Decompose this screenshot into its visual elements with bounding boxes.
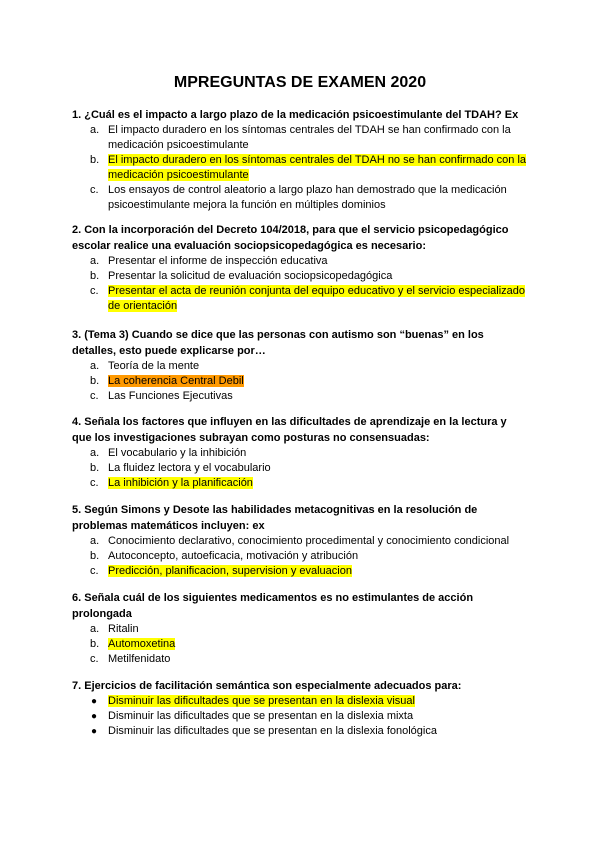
answer-4b: b. La fluidez lectora y el vocabulario (90, 462, 271, 474)
question-7-text: 7. Ejercicios de facilitación semántica son especialmente adecuados para: (72, 680, 462, 692)
question-6-answers (0, 622, 600, 667)
bullet-icon: ● (91, 711, 98, 722)
answer-5b: b. Autoconcepto, autoeficacia, motivación y atribución (90, 550, 359, 562)
bullet-icon: ● (91, 726, 98, 737)
question-2-text: 2. Con la incorporación del Decreto 104/2018, para que el servicio psicopedagógico escolar realice una evaluación sociopsicopedagógica es necesario: (72, 224, 509, 252)
question-3-answers (0, 359, 600, 404)
answer-2a: a. Presentar el informe de inspección educativa (90, 255, 328, 267)
answer-7-2: ● Disminuir las dificultades que se presentan en la dislexia mixta (91, 710, 414, 722)
answer-1c: c. Los ensayos de control aleatorio a largo plazo han demostrado que la medicación psicoestimulante mejora la función en múltiples dominios (90, 184, 507, 211)
question-1 (0, 107, 600, 213)
answer-3c: c. Las Funciones Ejecutivas (90, 390, 233, 402)
bullet-icon: ● (91, 696, 98, 707)
answer-4a: a. El vocabulario y la inhibición (90, 447, 247, 459)
question-4-answers (0, 446, 600, 491)
answer-6a: a. Ritalin (90, 623, 139, 635)
question-2-answers (0, 254, 600, 314)
answer-2c-highlighted: c. Presentar el acta de reunión conjunta del equipo educativo y el servicio especializado de orientación (90, 285, 526, 312)
answer-1a: a. El impacto duradero en los síntomas centrales del TDAH se han confirmado con la medicación psicoestimulante (90, 124, 511, 151)
question-3-text: 3. (Tema 3) Cuando se dice que las personas con autismo son “buenas” en los detalles, esto puede explicarse por… (72, 329, 484, 357)
answer-7-3: ● Disminuir las dificultades que se presentan en la dislexia fonológica (91, 725, 437, 737)
question-1-text: 1. ¿Cuál es el impacto a largo plazo de la medicación psicoestimulante del TDAH? Ex (72, 109, 519, 121)
question-1-answers (0, 123, 600, 213)
question-6-text: 6. Señala cuál de los siguientes medicamentos es no estimulantes de acción prolongada (72, 592, 474, 620)
question-7-answers (0, 694, 600, 739)
document-title: MPREGUNTAS DE EXAMEN 2020 (173, 74, 427, 91)
answer-1b-highlighted: b. El impacto duradero en los síntomas centrales del TDAH no se han confirmado con la medicación psicoestimulante (90, 154, 527, 181)
answer-5c-highlighted: c. Predicción, planificacion, supervision y evaluacion (90, 565, 352, 577)
answer-3b-highlighted: b. La coherencia Central Debil (90, 375, 244, 387)
question-3 (0, 327, 600, 404)
answer-6b-highlighted: b. Automoxetina (90, 638, 176, 650)
question-5-answers (0, 534, 600, 579)
question-2 (0, 222, 600, 314)
question-5 (0, 502, 600, 579)
question-4 (0, 414, 600, 491)
answer-2b: b. Presentar la solicitud de evaluación sociopsicopedagógica (90, 270, 393, 282)
answer-7-1-highlighted: ● Disminuir las dificultades que se presentan en la dislexia visual (91, 695, 415, 707)
answer-4c-highlighted: c. La inhibición y la planificación (90, 477, 253, 489)
question-6 (0, 590, 600, 667)
answer-5a: a. Conocimiento declarativo, conocimiento procedimental y conocimiento condicional (90, 535, 510, 547)
question-7 (0, 678, 600, 739)
question-5-text: 5. Según Simons y Desote las habilidades metacognitivas en la resolución de problemas matemáticos incluyen: ex (72, 504, 478, 532)
answer-3a: a. Teoría de la mente (90, 360, 200, 372)
question-4-text: 4. Señala los factores que influyen en las dificultades de aprendizaje en la lectura y que los investigaciones subrayan como posturas no consensuadas: (72, 416, 507, 444)
answer-6c: c. Metilfenidato (90, 653, 171, 665)
